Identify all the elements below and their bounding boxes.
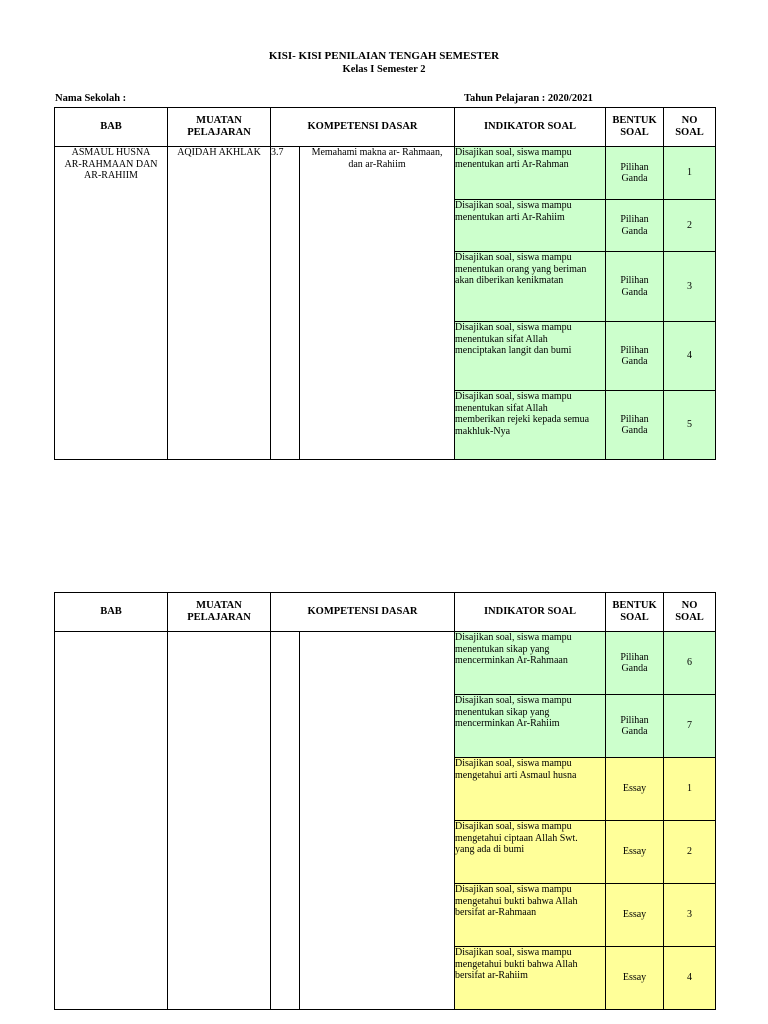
bab-cell (55, 632, 168, 1010)
header-kompetensi-dasar: KOMPETENSI DASAR (271, 108, 455, 147)
no-soal-cell: 4 (664, 322, 716, 391)
table-row (55, 147, 716, 200)
header-bentuk-soal: BENTUK SOAL (606, 108, 664, 147)
kisi-table-1 (54, 107, 716, 460)
header-bab: BAB (55, 108, 168, 147)
kd-number-cell: 3.7 (271, 147, 300, 460)
bentuk-soal-cell: Pilihan Ganda (606, 147, 664, 200)
muatan-cell (168, 632, 271, 1010)
indikator-cell: Disajikan soal, siswa mampu menentukan sifat Allah menciptakan langit dan bumi (455, 322, 606, 391)
kd-number-cell (271, 632, 300, 1010)
document-title: KISI- KISI PENILAIAN TENGAH SEMESTER (268, 50, 500, 62)
no-soal-cell: 3 (664, 252, 716, 322)
no-soal-cell: 6 (664, 632, 716, 695)
no-soal-cell: 4 (664, 947, 716, 1010)
muatan-cell: AQIDAH AKHLAK (168, 147, 271, 460)
header-kompetensi-dasar: KOMPETENSI DASAR (271, 593, 455, 632)
indikator-cell: Disajikan soal, siswa mampu mengetahui ciptaan Allah Swt. yang ada di bumi (455, 821, 606, 884)
bentuk-soal-cell: Essay (606, 821, 664, 884)
bentuk-soal-cell: Pilihan Ganda (606, 252, 664, 322)
indikator-cell: Disajikan soal, siswa mampu menentukan arti Ar-Rahman (455, 147, 606, 200)
header-indikator: INDIKATOR SOAL (455, 593, 606, 632)
no-soal-cell: 3 (664, 884, 716, 947)
indikator-cell: Disajikan soal, siswa mampu menentukan arti Ar-Rahiim (455, 200, 606, 252)
indikator-cell: Disajikan soal, siswa mampu menentukan sikap yang mencerminkan Ar-Rahmaan (455, 632, 606, 695)
kompetensi-dasar-cell (300, 632, 455, 1010)
no-soal-cell: 7 (664, 695, 716, 758)
academic-year-label: Tahun Pelajaran : 2020/2021 (464, 93, 593, 104)
school-name-label: Nama Sekolah : (55, 93, 127, 104)
bentuk-soal-cell: Pilihan Ganda (606, 632, 664, 695)
table-header-row (55, 108, 716, 147)
header-no-soal: NO SOAL (664, 593, 716, 632)
indikator-cell: Disajikan soal, siswa mampu menentukan sifat Allah memberikan rejeki kepada semua makhluk-Nya (455, 391, 606, 460)
bentuk-soal-cell: Pilihan Ganda (606, 322, 664, 391)
header-muatan: MUATAN PELAJARAN (168, 108, 271, 147)
bentuk-soal-cell: Pilihan Ganda (606, 391, 664, 460)
header-bentuk-soal: BENTUK SOAL (606, 593, 664, 632)
no-soal-cell: 2 (664, 821, 716, 884)
table-header-row (55, 593, 716, 632)
no-soal-cell: 1 (664, 758, 716, 821)
indikator-cell: Disajikan soal, siswa mampu mengetahui bukti bahwa Allah bersifat ar-Rahiim (455, 947, 606, 1010)
document-subtitle: Kelas I Semester 2 (342, 64, 426, 75)
header-muatan: MUATAN PELAJARAN (168, 593, 271, 632)
no-soal-cell: 2 (664, 200, 716, 252)
bentuk-soal-cell: Essay (606, 884, 664, 947)
kisi-table-2 (54, 592, 716, 1010)
indikator-cell: Disajikan soal, siswa mampu menentukan sikap yang mencerminkan Ar-Rahiim (455, 695, 606, 758)
header-indikator: INDIKATOR SOAL (455, 108, 606, 147)
indikator-cell: Disajikan soal, siswa mampu menentukan orang yang beriman akan diberikan kenikmatan (455, 252, 606, 322)
indikator-cell: Disajikan soal, siswa mampu mengetahui arti Asmaul husna (455, 758, 606, 821)
bentuk-soal-cell: Pilihan Ganda (606, 200, 664, 252)
bab-cell: ASMAUL HUSNA AR-RAHMAAN DAN AR-RAHIIM (55, 147, 168, 460)
no-soal-cell: 5 (664, 391, 716, 460)
header-no-soal: NO SOAL (664, 108, 716, 147)
table-row (55, 632, 716, 695)
no-soal-cell: 1 (664, 147, 716, 200)
bentuk-soal-cell: Essay (606, 947, 664, 1010)
kompetensi-dasar-cell: Memahami makna ar- Rahmaan, dan ar-Rahiim (300, 147, 455, 460)
bentuk-soal-cell: Essay (606, 758, 664, 821)
bentuk-soal-cell: Pilihan Ganda (606, 695, 664, 758)
header-bab: BAB (55, 593, 168, 632)
indikator-cell: Disajikan soal, siswa mampu mengetahui bukti bahwa Allah bersifat ar-Rahmaan (455, 884, 606, 947)
